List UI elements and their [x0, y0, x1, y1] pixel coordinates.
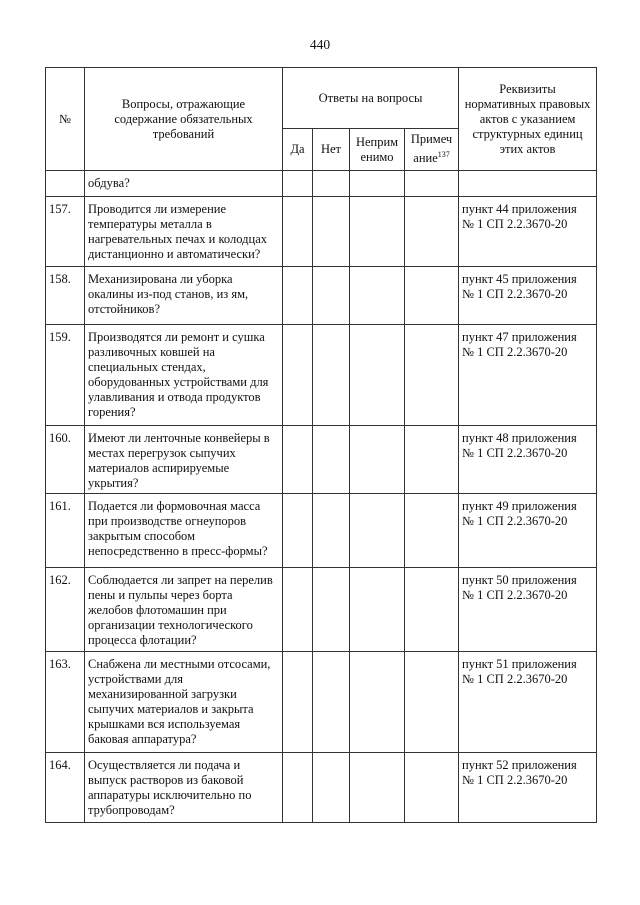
row-reference: пункт 49 приложения № 1 СП 2.2.3670-20	[459, 494, 597, 568]
answer-na-cell[interactable]	[350, 197, 405, 267]
table-row	[46, 494, 597, 568]
answer-yes-cell[interactable]	[283, 652, 313, 753]
table-row	[46, 197, 597, 267]
answer-note-cell[interactable]	[405, 426, 459, 494]
answer-yes-cell[interactable]	[283, 267, 313, 325]
answer-yes-cell[interactable]	[283, 753, 313, 823]
table-row	[46, 426, 597, 494]
answer-no-cell[interactable]	[313, 197, 350, 267]
row-reference: пункт 48 приложения № 1 СП 2.2.3670-20	[459, 426, 597, 494]
row-question: Имеют ли ленточные конвейеры в местах перегрузок сыпучих материалов аспирируемые укрытия?	[85, 426, 283, 494]
answer-note-cell[interactable]	[405, 267, 459, 325]
row-reference: пункт 51 приложения № 1 СП 2.2.3670-20	[459, 652, 597, 753]
page-number: 440	[309, 37, 331, 52]
answer-no-cell[interactable]	[313, 568, 350, 652]
table-row	[46, 325, 597, 426]
answer-na-cell[interactable]	[350, 568, 405, 652]
row-number: 159.	[46, 325, 85, 426]
row-question: Механизирована ли уборка окалины из-под станов, из ям, отстойников?	[85, 267, 283, 325]
row-number: 157.	[46, 197, 85, 267]
answer-no-cell[interactable]	[313, 426, 350, 494]
answer-no-cell[interactable]	[313, 652, 350, 753]
header-note: Примеч ание$^{137}$	[405, 129, 459, 171]
answer-note-cell[interactable]	[405, 325, 459, 426]
header-row	[46, 68, 597, 129]
row-question: Соблюдается ли запрет на перелив пены и пульпы через борта желобов флотомашин при организации технологического процесса флотации?	[85, 568, 283, 652]
row-reference: пункт 44 приложения № 1 СП 2.2.3670-20	[459, 197, 597, 267]
row-reference: пункт 50 приложения № 1 СП 2.2.3670-20	[459, 568, 597, 652]
answer-na-cell[interactable]	[350, 753, 405, 823]
row-question: Подается ли формовочная масса при производстве огнеупоров закрытым способом непосредственно в пресс-формы?	[85, 494, 283, 568]
row-number: 162.	[46, 568, 85, 652]
answer-na-cell[interactable]	[350, 325, 405, 426]
answer-note-cell[interactable]	[405, 652, 459, 753]
answer-na-cell[interactable]	[350, 267, 405, 325]
row-number: 158.	[46, 267, 85, 325]
answer-yes-cell[interactable]	[283, 426, 313, 494]
answer-yes-cell[interactable]	[283, 568, 313, 652]
answer-no-cell[interactable]	[313, 325, 350, 426]
answer-note-cell[interactable]	[405, 568, 459, 652]
answer-note-cell[interactable]	[405, 197, 459, 267]
answer-na-cell[interactable]	[350, 652, 405, 753]
row-number: 164.	[46, 753, 85, 823]
row-reference: пункт 52 приложения № 1 СП 2.2.3670-20	[459, 753, 597, 823]
answer-note-cell[interactable]	[405, 753, 459, 823]
answer-yes-cell[interactable]	[283, 494, 313, 568]
answer-yes-cell[interactable]	[283, 197, 313, 267]
table-row	[46, 568, 597, 652]
requirements-table	[45, 67, 597, 823]
answer-note-cell[interactable]	[405, 494, 459, 568]
answer-no-cell[interactable]	[313, 267, 350, 325]
answer-yes-cell[interactable]	[283, 325, 313, 426]
row-question: Осуществляется ли подача и выпуск растворов из баковой аппаратуры исключительно по трубопроводам?	[85, 753, 283, 823]
table-row	[46, 652, 597, 753]
header-answers: Ответы на вопросы	[283, 68, 459, 129]
continuation-row	[46, 171, 597, 197]
row-number: 160.	[46, 426, 85, 494]
header-question: Вопросы, отражающие содержание обязательных требований	[85, 68, 283, 171]
answer-no-cell[interactable]	[313, 753, 350, 823]
row-reference: пункт 47 приложения № 1 СП 2.2.3670-20	[459, 325, 597, 426]
answer-no-cell[interactable]	[313, 494, 350, 568]
answer-na-cell[interactable]	[350, 494, 405, 568]
row-question: Проводится ли измерение температуры металла в нагревательных печах и колодцах дистанционно и автоматически?	[85, 197, 283, 267]
header-na: Неприм енимо	[350, 129, 405, 171]
table-row	[46, 753, 597, 823]
row-number: 161.	[46, 494, 85, 568]
row-reference: пункт 45 приложения № 1 СП 2.2.3670-20	[459, 267, 597, 325]
table-row	[46, 267, 597, 325]
header-requisites: Реквизиты нормативных правовых актов с указанием структурных единиц этих актов	[459, 68, 597, 171]
header-yes: Да	[283, 129, 313, 171]
row-question: Производятся ли ремонт и сушка разливочных ковшей на специальных стендах, оборудованных устройствами для улавливания и отвода продуктов горения?	[85, 325, 283, 426]
row-question: Снабжена ли местными отсосами, устройствами для механизированной загрузки сыпучих материалов и закрыта крышками вся используемая баковая аппаратура?	[85, 652, 283, 753]
row-number: 163.	[46, 652, 85, 753]
answer-na-cell[interactable]	[350, 426, 405, 494]
continuation-text: обдува?	[85, 171, 283, 197]
header-num: №	[46, 68, 85, 171]
header-no: Нет	[313, 129, 350, 171]
